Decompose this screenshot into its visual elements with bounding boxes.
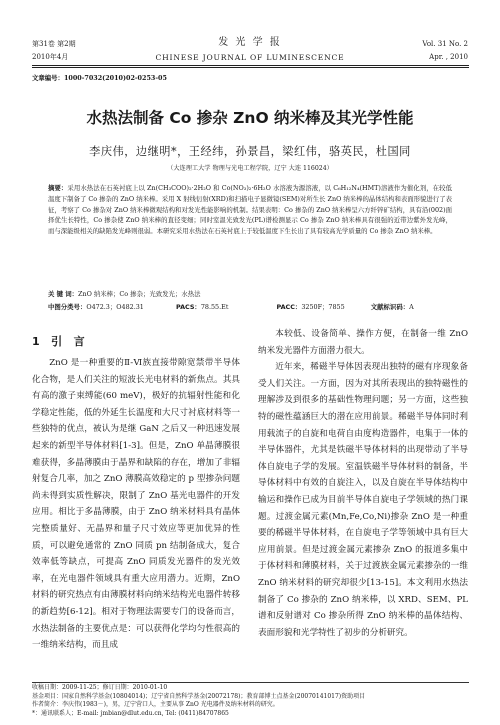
clc-label: 中图分类号： [48,303,87,311]
right-paragraph-1: 本较低、设备简单、操作方便，在制备一维 ZnO 纳米发光器件方面潜力很大。 [258,329,468,356]
right-column [258,326,468,641]
classification-line [48,302,452,313]
header-rule-2 [32,67,469,68]
footnote-corresponding: *：通讯联系人；E-mail: jmbian@dlut.edu.cn, Tel: (0411)84707865 [32,709,229,717]
volume-issue: 第31卷 第2期 [32,40,76,48]
header-rule [32,65,469,66]
journal-name-cn: 发 光 学 报 [218,37,282,48]
footnotes [32,684,469,718]
pacc-label: PACC： [276,303,302,311]
pacc-value: 3250F；7855 [301,303,345,311]
doc-code-label: 文献标识码： [370,303,410,311]
pacs-label: PACS： [175,303,201,311]
right-paragraph-2: 近年来，稀磁半导体因表现出独特的磁有序现象备受人们关注。一方面，因为对其所表现出的独特磁性的理解涉及到很多的基础性物理问题；另一方面，这些独特的磁性蕴涵巨大的潜在应用前景。稀磁半导体同时利用载流子的自旋和电荷自由度构造器件，电集于一体的半导体器件，尤其是铁磁半导体材料的出现带动了半导体自旋电子学的发展。室温铁磁半导体材料的制备，半导体材料中有效的自旋注入，以及自旋在半导体结构中输运和操作已成为目前半导体自旋电子学领域的热门课题。过渡金属元素(Mn,Fe,Co,Ni)掺杂 ZnO 是一种重要的稀磁半导体材料，在自旋电子学等领域中具有巨大应用前景。但是过渡金属元素掺杂 ZnO 的报道多集中于体材料和薄膜材料，关于过渡族金属元素掺杂的一维 ZnO 纳米材料的研究却很少[13-15]。本文利用水热法制备了 Co 掺杂的 ZnO 纳米棒，以 XRD、SEM、PL 谱和反射谱对 Co 掺杂所得 ZnO 纳米棒的晶体结构、表面形貌和光学特性了初步的分析研究。 [258,362,468,638]
article-id: 文章编号：1000-7032(2010)02-0253-05 [32,74,167,82]
date-en: Apr. , 2010 [429,53,468,61]
abstract-text: 采用水热法在石英衬底上以 Zn(CH₃COO)₂·2H₂O 和 Co(NO₃)₂·6H₂O 水溶液为源溶液，以 C₆H₁₂N₄(HMT)溶液作为催化剂，在较低温度下制备了 Co 掺杂的 ZnO 纳米棒。采用 X 射线衍射(XRD)和扫描电子显微镜(SEM)对所生长 ZnO 纳米棒的晶体结构和表面形貌进行了表征，考察了 Co 掺杂对 ZnO 纳米棒微观结构和对发光性能影响的机制。结果表明：Co 掺杂的 ZnO 纳米棒呈六方纤锌矿结构，具有沿(002)面择优生长特性，Co 掺杂使 ZnO 纳米棒的直径变细；同时室温光致发光(PL)谱检测显示 Co 掺杂 ZnO 纳米棒具有很强的近带边紫外发光峰，而与深能级相关的缺陷发光峰则很弱。本研究采用水热法在石英衬底上于较低温度下生长出了具有较高光学质量的 Co 掺杂 ZnO 纳米棒。 [48,184,452,236]
affiliation: （大连理工大学 物理与光电工程学院，辽宁 大连 116024） [167,165,333,172]
footnote-rule [32,682,469,683]
paper-title: 水热法制备 Co 掺杂 ZnO 纳米棒及其光学性能 [86,109,414,127]
clc-value: O472.3；O482.31 [86,303,144,311]
abstract [48,183,452,237]
keywords [48,289,452,300]
journal-name-en: CHINESE JOURNAL OF LUMINESCENCE [155,53,345,62]
abstract-label: 摘要： [48,184,68,192]
left-paragraph: ZnO 是一种重要的Ⅱ-Ⅵ族直接带隙宽禁带半导体化合物，是人们关注的短波长光电材料的新焦点。其具有高的激子束缚能(60 meV)，极好的抗辐射性能和化学稳定性能，低的外延生长温度和大尺寸衬底材料等一些独特的优点，被认为是继 GaN 之后又一种迅速发展起来的新型半导体材料[1-3]。但是，ZnO 单晶薄膜很难获得，多晶薄膜由于晶界和缺陷的存在，增加了非辐射复合几率，加之 ZnO 薄膜高效稳定的 p 型掺杂问题尚未得到实质性解决，限制了 ZnO 基光电器件的开发应用。相比于多晶薄膜，由于 ZnO 纳米材料具有晶体完整质量好、无晶界和量子尺寸效应等更加优异的性质，可以避免通常的 ZnO 同质 pn 结制备成大，复合效率低等缺点，可提高 ZnO 同质发光器件的发光效率，在光电器件领域具有重大应用潜力。近期，ZnO 材料的研究热点有由薄膜材料向纳米结构光电器件转移的新趋势[6-12]。相对于物理法需要专门的设备而言，水热法制备的主要优点是：可以获得化学均匀性很高的一维纳米结构，而且成 [32,358,240,651]
date-cn: 2010年4月 [32,53,69,61]
vol-no: Vol. 31 No. 2 [422,40,468,48]
keywords-text: ZnO 纳米棒；Co 掺杂；光致发光；水热法 [78,290,201,298]
pacs-value: 78.55.Et [200,303,229,311]
left-column [32,355,240,654]
footnote-received: 收稿日期：2009-11-25；修订日期：2010-01-10 [32,684,168,691]
keywords-label: 关 键 词： [48,290,79,298]
section-heading-introduction: 1 引 言 [32,335,85,348]
footnote-author-bio: 作者简介：李庆伟(1983－)，男，辽宁营口人，主要从事 ZnO 光电器件及纳米材料的研究。 [32,701,279,708]
authors: 李庆伟，边继明*，王经纬，孙景昌，梁红伟，骆英民，杜国同 [89,145,411,158]
doc-code-value: A [409,303,414,311]
footnote-funding: 基金项目：国家自然科学基金(10804014)；辽宁省自然科学基金(20072178)；教育部博士点基金(20070141017)资助项目 [32,692,366,700]
